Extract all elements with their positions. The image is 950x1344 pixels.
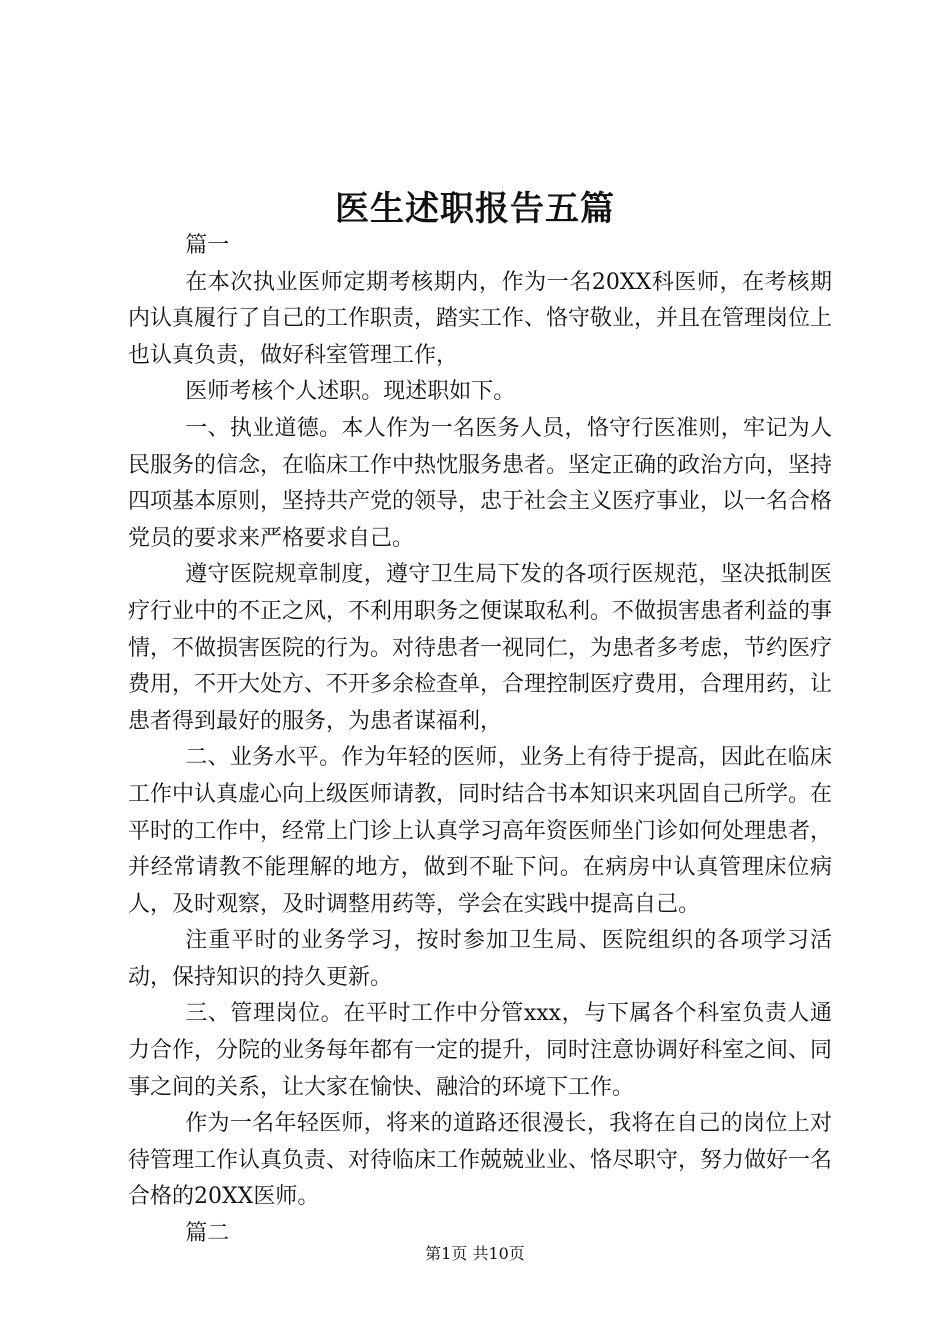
document-title: 医生述职报告五篇: [335, 189, 615, 229]
body-paragraph: 三、管理岗位。在平时工作中分管xxx，与下属各个科室负责人通力合作，分院的业务每年都有一定的提升，同时注意协调好科室之间、同事之间的关系，让大家在愉快、融洽的环境下工作。: [128, 1001, 833, 1100]
body-paragraph: 作为一名年轻医师，将来的道路还很漫长，我将在自己的岗位上对待管理工作认真负责、对待临床工作兢兢业业、恪尽职守，努力做好一名合格的20XX医师。: [128, 1111, 833, 1210]
section-heading: 篇一: [185, 233, 230, 258]
section-heading: 篇二: [185, 1221, 230, 1247]
body-paragraph: 一、执业道德。本人作为一名医务人员，恪守行医准则，牢记为人民服务的信念，在临床工作中热忱服务患者。坚定正确的政治方向，坚持四项基本原则，坚持共产党的领导，忠于社会主义医疗事业，以一名合格党员的要求来严格要求自己。: [128, 415, 833, 551]
body-paragraph: 在本次执业医师定期考核期内，作为一名20XX科医师，在考核期内认真履行了自己的工作职责，踏实工作、恪守敬业，并且在管理岗位上也认真负责，做好科室管理工作，: [128, 269, 833, 368]
page-number-footer: 第1页 共10页: [425, 1244, 525, 1263]
document-body: [128, 228, 832, 1253]
body-paragraph: 二、业务水平。作为年轻的医师，业务上有待于提高，因此在临床工作中认真虚心向上级医师请教，同时结合书本知识来巩固自己所学。在平时的工作中，经常上门诊上认真学习高年资医师坐门诊如何处理患者，并经常请教不能理解的地方，做到不耻下问。在病房中认真管理床位病人，及时观察，及时调整用药等，学会在实践中提高自己。: [128, 745, 833, 917]
body-paragraph: 医师考核个人述职。现述职如下。: [185, 379, 516, 405]
body-paragraph: 遵守医院规章制度，遵守卫生局下发的各项行医规范，坚决抵制医疗行业中的不正之风，不利用职务之便谋取私利。不做损害患者利益的事情，不做损害医院的行为。对待患者一视同仁，为患者多考虑，节约医疗费用，不开大处方、不开多余检查单，合理控制医疗费用，合理用药，让患者得到最好的服务，为患者谋福利，: [128, 562, 833, 734]
body-paragraph: 注重平时的业务学习，按时参加卫生局、医院组织的各项学习活动，保持知识的持久更新。: [128, 928, 832, 990]
